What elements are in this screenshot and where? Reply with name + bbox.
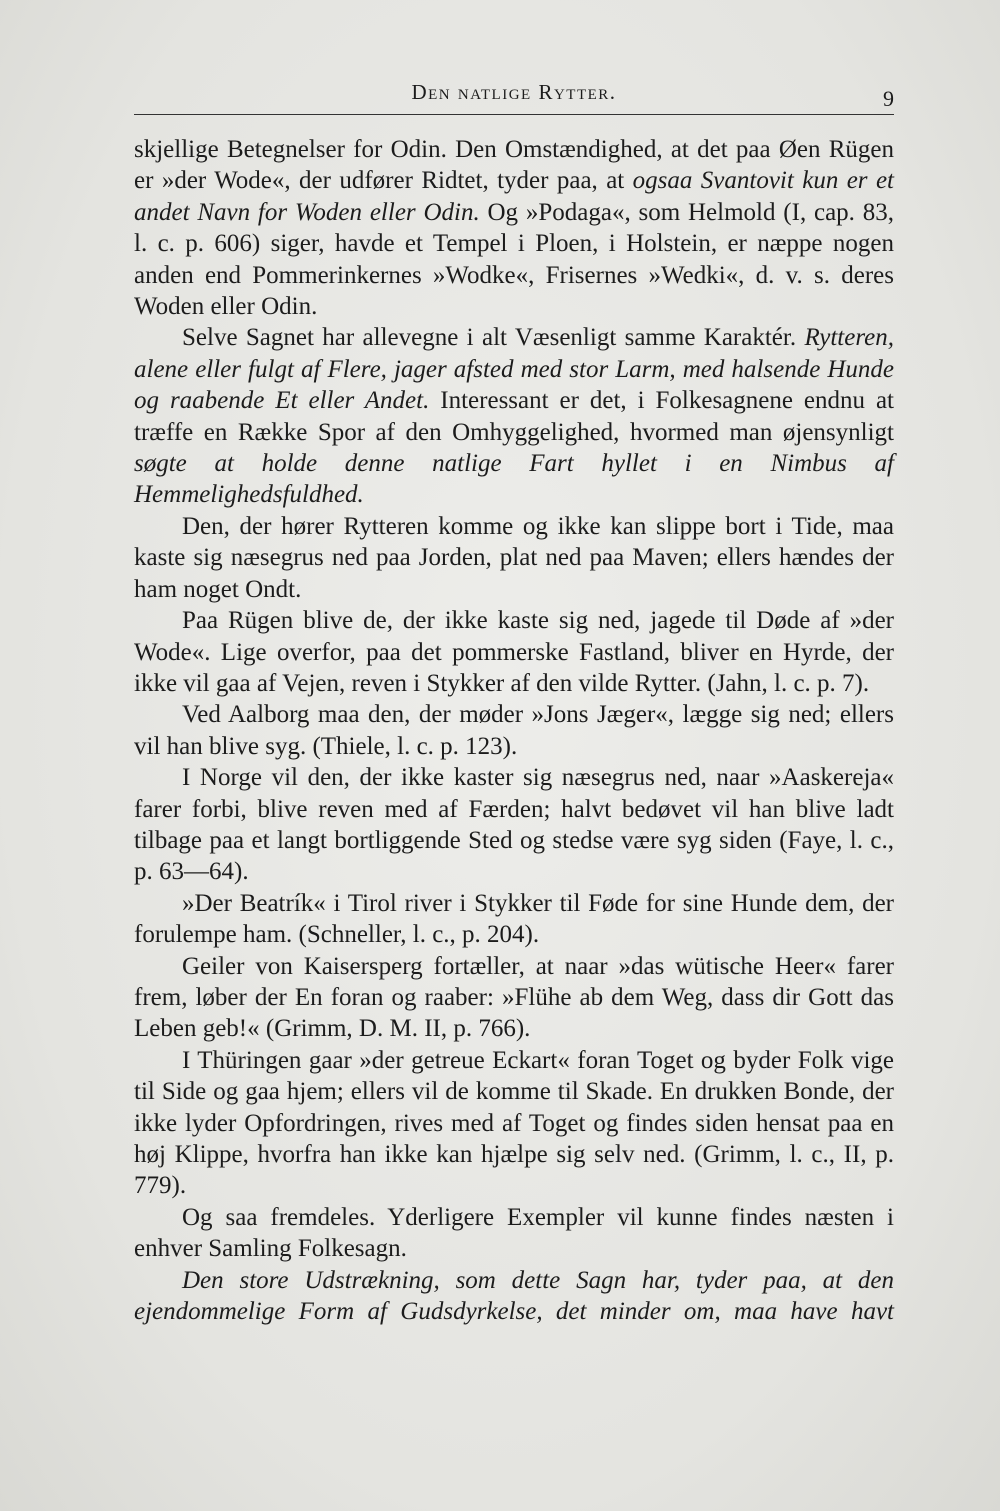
italic-text: Den store Udstrækning, som dette Sagn har, tyder paa, at den ejendommelige Form af Gudsdyrkelse, det minder om, maa have havt bbox=[134, 1266, 894, 1326]
text-run: I Norge vil den, der ikke kaster sig næsegrus ned, naar »Aaskereja« farer forbi, blive reven med af Færden; halvt bedøvet vil han blive ladt tilbage paa et langt bortliggende Sted og stedse være syg siden (Faye, l. c., p. 63—64). bbox=[134, 764, 894, 886]
italic-text: ogsaa Svantovit kun er et andet Navn for Woden eller Odin. bbox=[134, 167, 894, 226]
running-title: Den natlige Rytter. bbox=[411, 80, 617, 104]
body-text bbox=[134, 134, 894, 1327]
paragraph bbox=[134, 888, 894, 951]
paragraph bbox=[134, 951, 894, 1045]
text-run: I Thüringen gaar »der getreue Eckart« foran Toget og byder Folk vige til Side og gaa hjem; ellers vil de komme til Skade. En drukken Bonde, der ikke lyder Opfordringen, rives med af Toget og findes siden hensat paa en høj Klippe, hvorfra han ikke kan hjælpe sig selv ned. (Grimm, l. c., II, p. 779). bbox=[134, 1046, 894, 1200]
text-run: Og saa fremdeles. Yderligere Exempler vil kunne findes næsten i enhver Samling Folkesagn. bbox=[134, 1203, 894, 1263]
text-run: Interessant er det, i Folkesagnene endnu at træffe en Række Spor af den Omhyggelighed, hvormed man øjensynligt bbox=[134, 387, 894, 446]
text-run: Og »Podaga«, som Helmold (I, cap. 83, l. c. p. 606) siger, havde et Tempel i Ploen, i Holstein, er næppe nogen anden end Pommerinkernes »Wodke«, Frisernes »Wedki«, d. v. s. deres Woden eller Odin. bbox=[134, 198, 894, 321]
paragraph bbox=[134, 322, 894, 510]
header-rule bbox=[134, 114, 894, 115]
paragraph bbox=[134, 1265, 894, 1328]
paragraph bbox=[134, 699, 894, 762]
text-run: Geiler von Kaisersperg fortæller, at naar »das wütische Heer« farer frem, løber der En foran og raaber: »Flühe ab dem Weg, dass dir Gott das Leben geb!« (Grimm, D. M. II, p. 766). bbox=[134, 952, 894, 1043]
paragraph bbox=[134, 1202, 894, 1265]
page-number: 9 bbox=[883, 86, 894, 111]
paragraph bbox=[134, 1045, 894, 1202]
text-run: Ved Aalborg maa den, der møder »Jons Jæger«, lægge sig ned; ellers vil han blive syg. (Thiele, l. c. p. 123). bbox=[134, 701, 894, 760]
paragraph bbox=[134, 605, 894, 699]
text-run: Selve Sagnet har allevegne i alt Væsenligt samme Karaktér. bbox=[182, 324, 805, 352]
italic-text: søgte at holde denne natlige Fart hyllet i en Nimbus af Hemmelighedsfuldhed. bbox=[134, 450, 894, 509]
paragraph bbox=[134, 134, 894, 322]
paragraph bbox=[134, 762, 894, 888]
paragraph bbox=[134, 511, 894, 605]
text-run: Den, der hører Rytteren komme og ikke kan slippe bort i Tide, maa kaste sig næsegrus ned paa Jorden, plat ned paa Maven; ellers hændes der ham noget Ondt. bbox=[134, 512, 894, 603]
text-run: skjellige Betegnelser for Odin. Den Omstændighed, at det paa Øen Rügen er »der Wode«, der udfører Ridtet, tyder paa, at bbox=[134, 136, 894, 195]
italic-text: Rytteren, alene eller fulgt af Flere, jager afsted med stor Larm, med halsende Hunde og raabende Et eller Andet. bbox=[134, 324, 894, 415]
page-header bbox=[134, 80, 894, 114]
text-run: Paa Rügen blive de, der ikke kaste sig ned, jagede til Døde af »der Wode«. Lige overfor, paa det pommerske Fastland, bliver en Hyrde, der ikke vil gaa af Vejen, reven i Stykker af den vilde Rytter. (Jahn, l. c. p. 7). bbox=[134, 607, 894, 697]
text-run: »Der Beatrík« i Tirol river i Stykker til Føde for sine Hunde dem, der forulempe ham. (Schneller, l. c., p. 204). bbox=[134, 889, 894, 949]
